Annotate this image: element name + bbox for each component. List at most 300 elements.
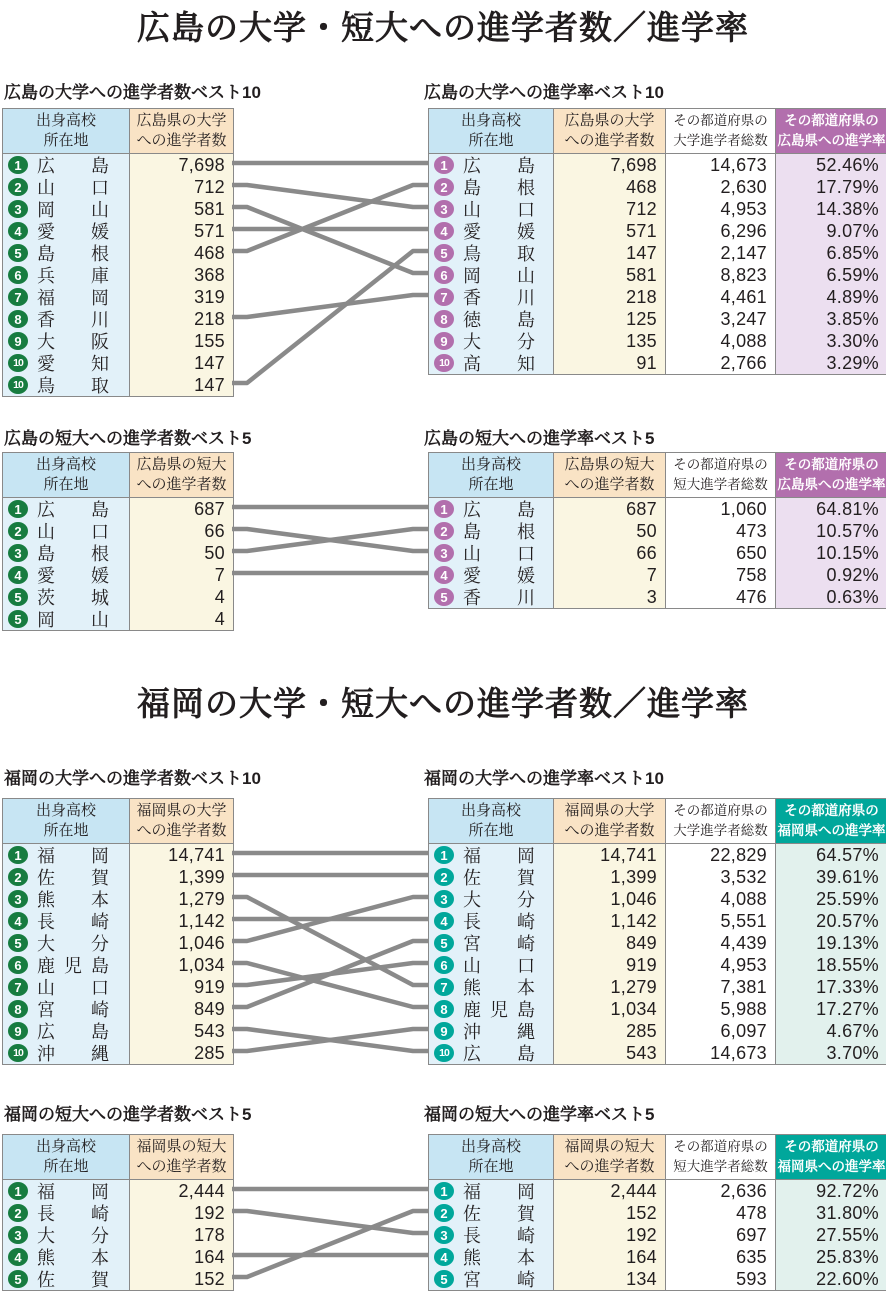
prefecture-name: 岡山 — [463, 266, 535, 286]
rank-badge: 6 — [434, 956, 454, 974]
table-row — [429, 844, 886, 866]
rank-badge: 1 — [434, 500, 454, 518]
count-value: 1,279 — [129, 888, 233, 910]
table-row — [429, 352, 886, 374]
count-value: 50 — [129, 542, 233, 564]
rank-badge: 3 — [434, 200, 454, 218]
column-header — [665, 799, 775, 843]
rank-badge: 5 — [8, 1270, 28, 1288]
column-header-line: 福岡県の短大 — [136, 1138, 227, 1155]
table-row — [429, 1020, 886, 1042]
rank-badge: 10 — [434, 1044, 454, 1062]
rank-badge: 4 — [8, 566, 28, 584]
table-row — [429, 286, 886, 308]
prefecture-name: 鳥取 — [37, 376, 109, 396]
table-row — [429, 888, 886, 910]
prefecture-cell — [429, 286, 553, 308]
table-row — [429, 1224, 886, 1246]
table-row — [3, 844, 233, 866]
rank-badge: 8 — [434, 310, 454, 328]
rate-table — [428, 452, 886, 609]
table-header-row — [3, 453, 233, 498]
total-value: 3,532 — [665, 866, 775, 888]
prefecture-cell — [3, 1042, 129, 1064]
count-value: 571 — [129, 220, 233, 242]
table-subtitle: 福岡の短大への進学率ベスト5 — [424, 1105, 655, 1124]
connector-line — [232, 941, 428, 1007]
prefecture-cell — [3, 1202, 129, 1224]
total-value: 4,953 — [665, 954, 775, 976]
column-header-line: 短大進学者総数 — [673, 1159, 768, 1174]
column-header-line: 大学進学者総数 — [673, 133, 768, 148]
prefecture-name: 徳島 — [463, 310, 535, 330]
rank-badge: 1 — [8, 846, 28, 864]
rank-badge: 6 — [8, 956, 28, 974]
total-value: 473 — [665, 520, 775, 542]
rank-badge: 9 — [8, 1022, 28, 1040]
prefecture-name: 宮崎 — [463, 1270, 535, 1290]
prefecture-cell — [429, 844, 553, 866]
table-row — [429, 154, 886, 176]
prefecture-name: 山口 — [37, 978, 109, 998]
rate-value: 52.46% — [775, 154, 886, 176]
table-row — [3, 932, 233, 954]
prefecture-name: 大分 — [463, 332, 535, 352]
prefecture-name: 香川 — [463, 588, 535, 608]
prefecture-name: 長崎 — [37, 1204, 109, 1224]
rate-value: 0.63% — [775, 586, 886, 608]
prefecture-cell — [3, 608, 129, 630]
column-header-line: 所在地 — [43, 822, 89, 839]
table-row — [3, 1224, 233, 1246]
prefecture-cell — [3, 954, 129, 976]
column-header-line: その都道府県の — [784, 1139, 879, 1154]
rate-value: 31.80% — [775, 1202, 886, 1224]
table-subtitle: 広島の大学への進学者数ベスト10 — [4, 83, 261, 102]
count-value: 7,698 — [129, 154, 233, 176]
prefecture-cell — [429, 954, 553, 976]
rate-value: 6.59% — [775, 264, 886, 286]
prefecture-cell — [3, 1268, 129, 1290]
prefecture-cell — [3, 564, 129, 586]
prefecture-cell — [3, 176, 129, 198]
column-header-line: 広島県の大学 — [136, 112, 227, 129]
count-value: 3 — [553, 586, 665, 608]
count-value: 218 — [553, 286, 665, 308]
rate-value: 9.07% — [775, 220, 886, 242]
rank-badge: 10 — [434, 354, 454, 372]
prefecture-cell — [3, 220, 129, 242]
column-header — [429, 799, 553, 843]
count-value: 164 — [553, 1246, 665, 1268]
count-value: 135 — [553, 330, 665, 352]
prefecture-name: 広島 — [37, 1022, 109, 1042]
count-value: 468 — [553, 176, 665, 198]
column-header-line: 広島県への進学率 — [777, 133, 886, 148]
total-value: 22,829 — [665, 844, 775, 866]
rank-badge: 7 — [434, 978, 454, 996]
prefecture-cell — [429, 1246, 553, 1268]
count-value: 7 — [553, 564, 665, 586]
table-row — [3, 910, 233, 932]
rank-badge: 2 — [8, 522, 28, 540]
count-value: 218 — [129, 308, 233, 330]
total-value: 2,766 — [665, 352, 775, 374]
total-value: 5,551 — [665, 910, 775, 932]
table-row — [3, 608, 233, 630]
table-row — [3, 498, 233, 520]
total-value: 593 — [665, 1268, 775, 1290]
prefecture-name: 岡山 — [37, 200, 109, 220]
rank-badge: 5 — [8, 610, 28, 628]
rank-badge: 5 — [434, 244, 454, 262]
prefecture-name: 山口 — [463, 544, 535, 564]
prefecture-cell — [429, 520, 553, 542]
table-header-row — [429, 453, 886, 498]
prefecture-name: 山口 — [37, 522, 109, 542]
total-value: 5,988 — [665, 998, 775, 1020]
table-row — [3, 242, 233, 264]
column-header — [775, 1135, 886, 1179]
rank-badge: 2 — [434, 1204, 454, 1222]
column-header — [3, 799, 129, 843]
column-header — [3, 109, 129, 153]
prefecture-cell — [429, 308, 553, 330]
column-header — [665, 453, 775, 497]
table-row — [429, 998, 886, 1020]
rate-table — [428, 108, 886, 375]
column-header — [129, 453, 233, 497]
connector-line — [232, 295, 428, 317]
connector-line — [232, 1211, 428, 1233]
column-header-line: 福岡県の大学 — [564, 802, 655, 819]
rank-badge: 6 — [434, 266, 454, 284]
count-value: 285 — [553, 1020, 665, 1042]
section-title: 福岡の大学・短大への進学者数／進学率 — [137, 685, 749, 722]
prefecture-name: 茨城 — [37, 588, 109, 608]
count-value: 849 — [553, 932, 665, 954]
table-row — [3, 586, 233, 608]
column-header — [429, 109, 553, 153]
count-value: 687 — [129, 498, 233, 520]
rank-badge: 7 — [8, 978, 28, 996]
table-row — [429, 198, 886, 220]
prefecture-name: 鹿児島 — [37, 956, 109, 976]
table-subtitle: 広島の短大への進学者数ベスト5 — [4, 429, 252, 448]
total-value: 2,630 — [665, 176, 775, 198]
count-value: 66 — [129, 520, 233, 542]
prefecture-name: 長崎 — [463, 912, 535, 932]
rank-badge: 10 — [8, 1044, 28, 1062]
rank-badge: 6 — [8, 266, 28, 284]
total-value: 1,060 — [665, 498, 775, 520]
section-title: 広島の大学・短大への進学者数／進学率 — [137, 9, 749, 46]
column-header-line: 短大進学者総数 — [673, 477, 768, 492]
rank-badge: 5 — [8, 588, 28, 606]
table-row — [3, 1042, 233, 1064]
rank-badge: 1 — [434, 1182, 454, 1200]
prefecture-cell — [3, 352, 129, 374]
prefecture-name: 佐賀 — [463, 1204, 535, 1224]
rank-badge: 5 — [434, 588, 454, 606]
table-row — [3, 542, 233, 564]
table-row — [429, 1042, 886, 1064]
table-row — [3, 308, 233, 330]
rate-value: 0.92% — [775, 564, 886, 586]
connector-lines — [232, 108, 428, 398]
count-value: 1,142 — [553, 910, 665, 932]
table-row — [3, 1180, 233, 1202]
count-value: 1,142 — [129, 910, 233, 932]
prefecture-cell — [429, 220, 553, 242]
rank-badge: 4 — [434, 1248, 454, 1266]
column-header — [553, 109, 665, 153]
prefecture-name: 山口 — [463, 956, 535, 976]
count-value: 7,698 — [553, 154, 665, 176]
count-value: 155 — [129, 330, 233, 352]
prefecture-cell — [429, 932, 553, 954]
prefecture-name: 山口 — [463, 200, 535, 220]
table-row — [3, 154, 233, 176]
rank-badge: 5 — [8, 934, 28, 952]
table-row — [3, 954, 233, 976]
count-value: 14,741 — [553, 844, 665, 866]
total-value: 14,673 — [665, 1042, 775, 1064]
total-value: 635 — [665, 1246, 775, 1268]
prefecture-name: 熊本 — [463, 1248, 535, 1268]
table-header-row — [429, 109, 886, 154]
table-row — [429, 1180, 886, 1202]
column-header-line: 出身高校 — [460, 1138, 521, 1155]
column-header-line: 所在地 — [468, 1158, 514, 1175]
table-header-row — [3, 1135, 233, 1180]
count-value: 192 — [129, 1202, 233, 1224]
column-header-line: その都道府県の — [784, 113, 879, 128]
total-value: 476 — [665, 586, 775, 608]
table-header-row — [3, 109, 233, 154]
table-row — [3, 1246, 233, 1268]
total-value: 2,147 — [665, 242, 775, 264]
column-header — [665, 109, 775, 153]
table-header-row — [429, 799, 886, 844]
prefecture-name: 愛知 — [37, 354, 109, 374]
rank-badge: 2 — [434, 868, 454, 886]
prefecture-name: 佐賀 — [37, 1270, 109, 1290]
table-row — [3, 352, 233, 374]
table-subtitle: 福岡の短大への進学者数ベスト5 — [4, 1105, 252, 1124]
table-row — [429, 564, 886, 586]
total-value: 4,439 — [665, 932, 775, 954]
column-header-line: への進学者数 — [136, 476, 227, 493]
table-row — [3, 264, 233, 286]
column-header-line: 広島県の大学 — [564, 112, 655, 129]
rank-badge: 8 — [434, 1000, 454, 1018]
table-row — [429, 1246, 886, 1268]
prefecture-name: 大阪 — [37, 332, 109, 352]
table-row — [3, 1268, 233, 1290]
connector-lines — [232, 452, 428, 632]
table-row — [429, 954, 886, 976]
rate-value: 4.67% — [775, 1020, 886, 1042]
prefecture-cell — [429, 352, 553, 374]
rank-badge: 9 — [434, 332, 454, 350]
rank-badge: 3 — [8, 544, 28, 562]
total-value: 8,823 — [665, 264, 775, 286]
prefecture-cell — [429, 564, 553, 586]
table-row — [429, 866, 886, 888]
count-value: 543 — [129, 1020, 233, 1042]
rate-value: 17.27% — [775, 998, 886, 1020]
prefecture-cell — [3, 586, 129, 608]
table-row — [429, 242, 886, 264]
column-header-line: 所在地 — [43, 132, 89, 149]
prefecture-name: 福岡 — [37, 846, 109, 866]
rank-badge: 1 — [434, 156, 454, 174]
prefecture-cell — [3, 520, 129, 542]
column-header-line: への進学者数 — [564, 1158, 655, 1175]
rank-badge: 2 — [8, 178, 28, 196]
table-row — [429, 520, 886, 542]
rank-badge: 7 — [8, 288, 28, 306]
prefecture-cell — [429, 1020, 553, 1042]
rank-badge: 1 — [8, 1182, 28, 1200]
prefecture-name: 福岡 — [37, 1182, 109, 1202]
prefecture-name: 佐賀 — [37, 868, 109, 888]
rate-value: 6.85% — [775, 242, 886, 264]
column-header-line: 広島県の短大 — [136, 456, 227, 473]
column-header-line: 福岡県の大学 — [136, 802, 227, 819]
total-value: 4,461 — [665, 286, 775, 308]
prefecture-name: 広島 — [37, 500, 109, 520]
column-header — [429, 1135, 553, 1179]
table-row — [429, 586, 886, 608]
count-value: 2,444 — [553, 1180, 665, 1202]
prefecture-name: 広島 — [463, 1044, 535, 1064]
column-header-line: 所在地 — [43, 1158, 89, 1175]
count-value: 164 — [129, 1246, 233, 1268]
table-row — [429, 176, 886, 198]
table-row — [429, 1268, 886, 1290]
prefecture-name: 鳥取 — [463, 244, 535, 264]
rate-value: 64.81% — [775, 498, 886, 520]
connector-lines — [232, 798, 428, 1066]
table-row — [429, 308, 886, 330]
rate-value: 4.89% — [775, 286, 886, 308]
prefecture-cell — [429, 998, 553, 1020]
table-row — [3, 998, 233, 1020]
column-header — [553, 453, 665, 497]
prefecture-cell — [429, 198, 553, 220]
rate-table — [428, 798, 886, 1065]
table-row — [3, 866, 233, 888]
total-value: 697 — [665, 1224, 775, 1246]
count-value: 1,279 — [553, 976, 665, 998]
rank-badge: 10 — [8, 376, 28, 394]
prefecture-name: 島根 — [463, 178, 535, 198]
prefecture-cell — [3, 498, 129, 520]
prefecture-name: 佐賀 — [463, 868, 535, 888]
rank-badge: 4 — [434, 912, 454, 930]
rank-badge: 2 — [8, 1204, 28, 1222]
total-value: 650 — [665, 542, 775, 564]
rank-badge: 4 — [8, 222, 28, 240]
prefecture-cell — [3, 976, 129, 998]
rank-badge: 5 — [8, 244, 28, 262]
count-value: 712 — [553, 198, 665, 220]
rank-badge: 10 — [8, 354, 28, 372]
prefecture-name: 福岡 — [463, 846, 535, 866]
rank-badge: 3 — [8, 1226, 28, 1244]
prefecture-cell — [429, 498, 553, 520]
column-header-line: 福岡県への進学率 — [777, 823, 886, 838]
prefecture-cell — [3, 1224, 129, 1246]
connector-lines — [232, 1134, 428, 1292]
prefecture-cell — [429, 1180, 553, 1202]
rate-value: 17.79% — [775, 176, 886, 198]
count-value: 849 — [129, 998, 233, 1020]
count-value: 687 — [553, 498, 665, 520]
prefecture-name: 山口 — [37, 178, 109, 198]
prefecture-name: 福岡 — [463, 1182, 535, 1202]
count-value: 4 — [129, 586, 233, 608]
rate-value: 22.60% — [775, 1268, 886, 1290]
count-value: 50 — [553, 520, 665, 542]
rank-badge: 2 — [434, 522, 454, 540]
prefecture-cell — [429, 1224, 553, 1246]
prefecture-name: 香川 — [463, 288, 535, 308]
prefecture-cell — [3, 1180, 129, 1202]
count-value: 1,399 — [553, 866, 665, 888]
prefecture-cell — [429, 1202, 553, 1224]
prefecture-cell — [3, 242, 129, 264]
rank-badge: 9 — [434, 1022, 454, 1040]
column-header-line: 所在地 — [468, 132, 514, 149]
prefecture-name: 福岡 — [37, 288, 109, 308]
column-header-line: 所在地 — [468, 822, 514, 839]
count-value: 319 — [129, 286, 233, 308]
column-header — [775, 109, 886, 153]
connector-line — [232, 185, 428, 207]
table-row — [3, 198, 233, 220]
rate-value: 64.57% — [775, 844, 886, 866]
prefecture-cell — [3, 198, 129, 220]
column-header — [129, 109, 233, 153]
prefecture-cell — [3, 844, 129, 866]
count-value: 147 — [553, 242, 665, 264]
rank-badge: 5 — [434, 934, 454, 952]
rank-badge: 8 — [8, 1000, 28, 1018]
prefecture-name: 島根 — [463, 522, 535, 542]
count-value: 125 — [553, 308, 665, 330]
column-header-line: その都道府県の — [673, 113, 768, 128]
prefecture-cell — [429, 866, 553, 888]
rank-badge: 4 — [8, 1248, 28, 1266]
rank-badge: 5 — [434, 1270, 454, 1288]
count-value: 368 — [129, 264, 233, 286]
count-value: 14,741 — [129, 844, 233, 866]
rate-value: 92.72% — [775, 1180, 886, 1202]
table-row — [3, 176, 233, 198]
table-row — [429, 330, 886, 352]
prefecture-cell — [429, 542, 553, 564]
column-header-line: への進学者数 — [564, 822, 655, 839]
table-row — [3, 976, 233, 998]
table-row — [429, 910, 886, 932]
prefecture-name: 長崎 — [37, 912, 109, 932]
prefecture-name: 宮崎 — [37, 1000, 109, 1020]
rank-badge: 9 — [8, 332, 28, 350]
column-header-line: 大学進学者総数 — [673, 823, 768, 838]
